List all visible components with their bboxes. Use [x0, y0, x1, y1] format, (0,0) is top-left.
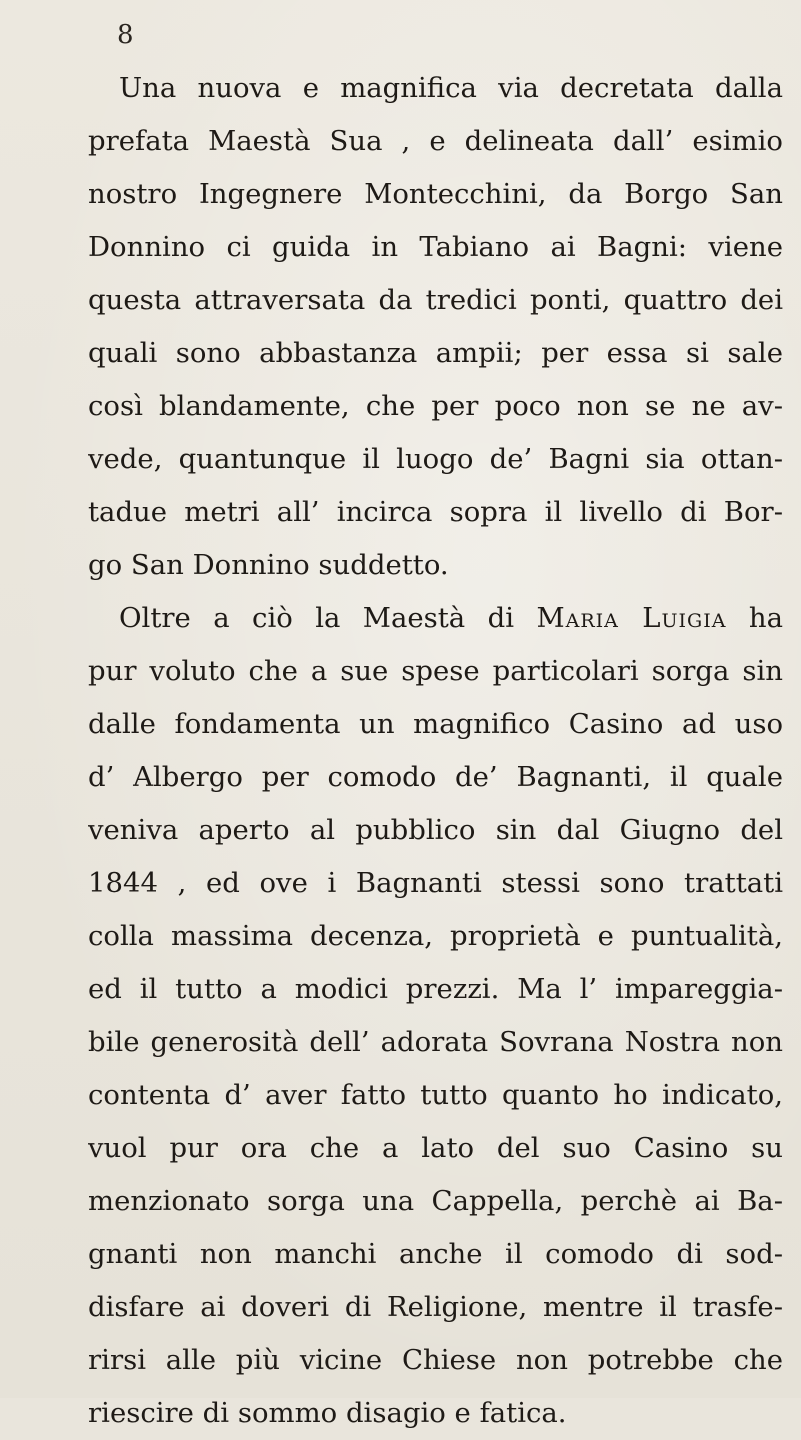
text-line: disfare ai doveri di Religione, mentre il trasfe- [88, 1291, 783, 1323]
text-line: colla massima decenza, proprietà e puntualità, [88, 920, 783, 952]
text-line: bile generosità dell’ adorata Sovrana Nostra non [88, 1026, 783, 1058]
text-line: così blandamente, che per poco non se ne av- [88, 390, 783, 422]
text-line-with-smallcaps [88, 592, 783, 645]
text-line: go San Donnino suddetto. [88, 549, 449, 581]
text-line: questa attraversata da tredici ponti, quattro dei [88, 284, 783, 316]
smallcaps-name: Maria Luigia [536, 602, 727, 634]
line-text-after: ha [748, 602, 783, 634]
text-line: menzionato sorga una Cappella, perchè ai Ba- [88, 1185, 783, 1217]
text-line: riescire di sommo disagio e fatica. [88, 1397, 567, 1429]
line-text-before: Oltre a ciò la Maestà di [119, 602, 515, 634]
text-line: veniva aperto al pubblico sin dal Giugno del [88, 814, 783, 846]
text-line: nostro Ingegnere Montecchini, da Borgo San [88, 178, 783, 210]
text-line: Una nuova e magnifica via decretata dalla [119, 72, 783, 104]
text-line: rirsi alle più vicine Chiese non potrebbe che [88, 1344, 783, 1376]
text-line: prefata Maestà Sua , e delineata dall’ esimio [88, 125, 783, 157]
text-line: 1844 , ed ove i Bagnanti stessi sono trattati [88, 867, 783, 899]
page-number: 8 [117, 20, 134, 50]
text-line: ed il tutto a modici prezzi. Ma l’ impareggia- [88, 973, 783, 1005]
text-line: quali sono abbastanza ampii; per essa si sale [88, 337, 783, 369]
text-line: d’ Albergo per comodo de’ Bagnanti, il quale [88, 761, 783, 793]
text-line: gnanti non manchi anche il comodo di sod- [88, 1238, 783, 1270]
body-text [88, 62, 783, 1440]
text-line: contenta d’ aver fatto tutto quanto ho indicato, [88, 1079, 783, 1111]
text-line: vuol pur ora che a lato del suo Casino su [88, 1132, 783, 1164]
text-line: dalle fondamenta un magnifico Casino ad uso [88, 708, 783, 740]
text-line: tadue metri all’ incirca sopra il livello di Bor- [88, 496, 783, 528]
text-line: vede, quantunque il luogo de’ Bagni sia ottan- [88, 443, 783, 475]
text-line: pur voluto che a sue spese particolari sorga sin [88, 655, 783, 687]
text-line: Donnino ci guida in Tabiano ai Bagni: viene [88, 231, 783, 263]
